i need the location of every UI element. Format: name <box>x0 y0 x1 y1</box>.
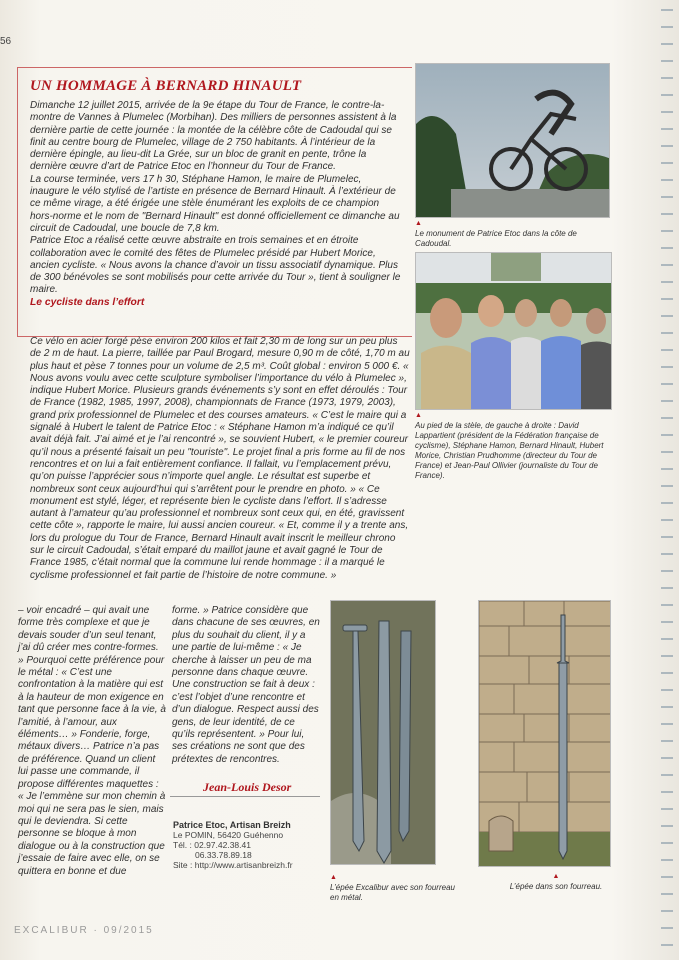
contact-phone: Tél. : 02.97.42.38.41 <box>173 840 251 850</box>
article-headline: UN HOMMAGE À BERNARD HINAULT <box>30 78 302 94</box>
lower-column-1 <box>18 605 166 878</box>
excalibur-caption <box>330 872 460 903</box>
lower-col2-text: forme. » Patrice considère que dans chacune de ses œuvres, en plus du souhait du client, il y a une partie de lui-même : « Je cherche à laisser un peu de ma personne dans chaque œuvre. Une construction se fait à deux : c’est l’objet d’une rencontre et d’un dialogue. Respect aussi des gens, de leur identité, de ce qu’ils représentent. » Pour lui, ses créations ne sont que des prétextes de rencontres. <box>172 605 320 765</box>
caption-marker-icon: ▲ <box>415 220 422 227</box>
article-intro-column <box>30 100 402 309</box>
page-footer: EXCALIBUR · 09/2015 <box>14 925 154 936</box>
contact-website: Site : http://www.artisanbreizh.fr <box>173 860 293 870</box>
monument-caption-text: Le monument de Patrice Etoc dans la côte de Cadoudal. <box>415 229 577 248</box>
binding-spiral <box>661 0 673 960</box>
sheath-caption-text: L’épée dans son fourreau. <box>509 882 603 891</box>
page-number: 56 <box>0 36 12 47</box>
sword-wall-photo <box>478 600 611 867</box>
stele-caption <box>415 411 615 481</box>
stele-caption-text: Au pied de la stèle, de gauche à droite : David Lappartient (président de la Fédération française de cyclisme), Stéphane Hamon, Bernard Hinault, Hubert Morice, Christian Prudhomme (directeur du Tour de France) et Jean-Paul Ollivier (journaliste du Tour de France). <box>415 421 604 480</box>
caption-marker-icon: ▲ <box>552 873 560 880</box>
author-divider <box>170 796 320 797</box>
article-para2: La course terminée, vers 17 h 30, Stéphane Hamon, le maire de Plumelec, inaugure le vélo stylisé de l’artiste en présence de Bernard Hinault. À l’extérieur de ce même virage, a été érigée une stèle énumérant les exploits de ce champion hors-norme et le nom de "Bernard Hinault" est donné officiellement ce dimanche au circuit de Cadoudal, une boucle de 7,8 km. <box>30 173 400 234</box>
caption-marker-icon: ▲ <box>415 412 422 419</box>
sheath-caption <box>496 872 616 892</box>
contact-name: Patrice Etoc, Artisan Breizh <box>173 820 291 830</box>
monument-caption <box>415 219 615 249</box>
lower-column-2 <box>172 605 320 766</box>
excalibur-photo <box>330 600 436 865</box>
contact-address: Le POMIN, 56420 Guéhenno <box>173 830 284 840</box>
article-subhead: Le cycliste dans l’effort <box>30 296 145 308</box>
monument-photo <box>415 63 610 218</box>
stele-group-photo <box>415 252 612 410</box>
excalibur-caption-text: L’épée Excalibur avec son fourreau en métal. <box>330 883 455 902</box>
article-intro: Dimanche 12 juillet 2015, arrivée de la 9e étape du Tour de France, le contre-la-montre de Vannes à Plumelec (Morbihan). Des milliers de personnes assistent à la dernière partie de cette journée : la montée de la célèbre côte de Cadoudal qui se finit au centre bourg de Plumelec, village de 2 750 habitants. À l’intérieur de la dernière épingle, au lieu-dit La Grée, sur un bloc de granit en pente, trône la dernière œuvre d’art de Patrice Etoc en l’honneur du Tour de France. <box>30 100 397 173</box>
caption-marker-icon: ▲ <box>330 874 337 881</box>
article-para4: Ce vélo en acier forgé pèse environ 200 kilos et fait 2,30 m de long sur un peu plus de 2 m de haut. La pierre, taillée par Paul Brogard, mesure 0,90 m de côté, 1,70 m au plus haut et pèse 7 tonnes pour un volume de 2,5 m³. Coût global : environ 5 000 €. « Nous avons voulu avec cette sculpture symboliser l’importance du vélo à Plumelec », indique Hubert Morice. Plusieurs grands événements s’y sont en effet déroulés : Tour de France (1982, 1985, 1997, 2008), championnats de France (1973, 1979, 2003), grand prix professionnel de Plumelec et des courses amateurs. « C’est le maire qui a signalé à Hubert le talent de Patrice Etoc : « Stéphane Hamon m’a indiqué ce qu’il avait déjà fait. J’ai aimé et je l’ai rencontré », se souvient Hubert, « le premier coureur qu’il nous a présenté faisait un peu "touriste". Le projet final a pris forme au fil de nos rencontres et on lui a fait entièrement confiance. Il fallait, vu l’emplacement prévu, qu’on puisse l’apprécier sous n’importe quel angle. Le résultat est superbe et nombreux sont ceux aujourd’hui qui s’arrêtent pour le prendre en photo. » « Ce monument est stylé, léger, et représente bien le cycliste dans l’effort. Il s’adresse autant à l’amateur qu’au professionnel et nombreux sont ceux qui, en été, gravissent cette côte », rapporte le maire, lui aussi ancien coureur. « Et, comme il y a trente ans, lors du prologue du Tour de France, Bernard Hinault avait inscrit le meilleur chrono sur le circuit Cadoudal, s’était emparé du maillot jaune et avait gagné le Tour de France 1985, c’était normal que la commune lui rende hommage : il a marqué le cyclisme professionnel et fait partie de l’histoire de notre commune. » <box>30 336 410 581</box>
lower-col1-text: – voir encadré – qui avait une forme très complexe et que je devais souder d’un seul tenant, j’ai dû créer mes contre-formes. » Pourquoi cette préférence pour le métal : « C’est une confrontation à la matière qui est à la hauteur de mon exigence en tant que personne face à la vie, à l’amitié, à l’amour, aux éléments… » Fonderie, forge, métaux divers… Patrice n’a pas de préférence. Quand un client lui passe une commande, il propose différentes maquettes : « Je l’emmène sur mon chemin à moi qui ne sera pas le sien, mais qui le deviendra. Si cette personne se bloque à mon dialogue ou à la construction que j’essaie de faire avec elle, on se quittera en bonne et due <box>18 605 166 877</box>
article-para3: Patrice Etoc a réalisé cette œuvre abstraite en trois semaines et en étroite collaboration avec le comité des fêtes de Plumelec présidé par Hubert Morice, ancien cycliste. « Nous avons la chance d’avoir un tissu associatif dynamique. Plus de 300 bénévoles se sont mobilisés pour cette arrivée du Tour », tient à souligner le maire. <box>30 235 401 296</box>
contact-phone-2: 06.33.78.89.18 <box>195 850 252 860</box>
author-signature: Jean-Louis Desor <box>203 780 292 794</box>
article-body-wide <box>30 505 620 585</box>
artisan-contact <box>173 820 293 870</box>
